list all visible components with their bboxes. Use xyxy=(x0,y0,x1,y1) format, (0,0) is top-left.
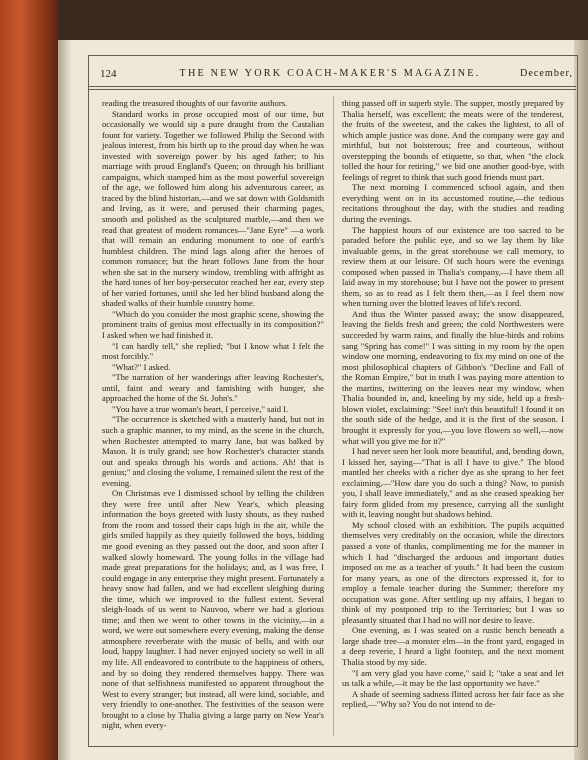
left-column xyxy=(102,98,324,731)
header-rule-double xyxy=(88,89,576,90)
right-column xyxy=(342,98,564,710)
paragraph: The next morning I commenced school again, and then everything went on in its accustomed routine,—the tedious recitations throughout the day, with the studies and reading during the evenings. xyxy=(342,182,564,225)
book-spine xyxy=(0,0,58,760)
paragraph: My school closed with an exhibition. The pupils acquitted themselves very creditably on the occasion, while the directors passed a vote of thanks, complimenting me for the manner in which I had "discharged the arduous and important duties imposed on me as a teacher of youth." It had been the custom for many years, as one of the directors expressed it, for to employ a female teacher during the Summer; therefore my occupation was gone. After settling up my affairs, I began to think of my postponed trip to the Territories; but I was so pleasantly situated that I had no will nor desire to leave. xyxy=(342,519,564,625)
header-rule xyxy=(88,86,576,87)
paragraph: "You have a true woman's heart, I perceive," said I. xyxy=(112,403,289,414)
paragraph: "Which do you consider the most graphic scene, showing the prominent traits of genius most effectually in its composition?" I asked when we had finished it. xyxy=(102,308,324,341)
paragraph: And thus the Winter passed away; the snow disappeared, leaving the fields fresh and green; the cold Northwesters were succeeded by warm rains, and finally the blue-birds and robins sang "Spring has come!" I was sitting in my room by the open window one morning, endeavoring to fix my mind on one of the most philosophical chapters of Gibbon's "Decline and Fall of the Roman Empire," but in truth I was paying more attention to the martins, twittering on the leaves near my window, when Thalia bounded in, and, kneeling by my side, held up a fresh-blown violet, exclaiming: "See! isn't this beautiful! I found it on the south side of the hedge, and it is the first of the season. I brought it expressly for you,—you love flowers so well,—now what will you give me for it?" xyxy=(342,308,564,446)
paragraph: thing passed off in superb style. The supper, mostly prepared by Thalia herself, was excellent; the meats were of the tenderest, the fruits of the sweetest, and the cakes the lightest, to all of which ample justice was done. And the company were gay and mirthful, but not boisterous; free and courteous, without overstepping the bounds of etiquette, so that, when "the clock tolled the hour for retiring," we bid one another good-bye, with feelings of regret to think that such good friends must part. xyxy=(342,98,564,182)
paragraph: The happiest hours of our existence are too sacred to be paraded before the public eye, and so we lay them by like invaluable gems, in the great storehouse we call memory, to review them at our leisure. Of such hours were the evenings composed when passed in Thalia's company,—I have them all laid away in my storehouse; but I have not the power to present them, so as to read as I felt them then,—as I feel them now when turning over the blotted leaves of life's record. xyxy=(342,224,564,309)
page-number: 124 xyxy=(100,68,117,80)
paragraph: "The narration of her wanderings after leaving Rochester's, until, faint and weary and famishing with hunger, she approached the home of the St. John's." xyxy=(102,372,324,404)
paragraph: "I can hardly tell," she replied; "but I know what I felt the most forcibly." xyxy=(102,340,324,362)
running-title: THE NEW YORK COACH-MAKER'S MAGAZINE. xyxy=(179,68,481,79)
column-divider xyxy=(333,96,334,736)
paragraph: "What?" I asked. xyxy=(112,361,171,372)
paragraph: I had never seen her look more beautiful, and, bending down, I kissed her, saying—"That is all I have to give." The blood mantled her cheeks with a richer dye as she sprang to her feet exclaiming,—"How dare you do such a thing? Now, to punish you, I shall leave immediately," and as she ceased speaking her fairy form glided from my presence, carrying all the sunlight with it, leaving nought but shadows behind. xyxy=(342,446,564,520)
paragraph: reading the treasured thoughts of our favorite authors. xyxy=(102,98,288,108)
paragraph: A shade of seeming sadness flitted across her fair face as she replied,—"Why so? You do not intend to de- xyxy=(342,688,564,710)
running-month: December, xyxy=(520,68,573,79)
paragraph: On Christmas eve I dismissed school by telling the children they were free until after New Year's, which pleasing information the boys greeted with lusty shouts, as they rushed from the room and tossed their caps high in the air, while the girls smiled happily as they quietly followed the boys, bidding me good evening as they passed out the door, and soon after I walked slowly homeward. The young folks in the village had made great preparations for the holidays; and, as I was free, I could engage in any enterprise they might present. Fortunately a heavy snow had fallen, and we had excellent sleighing during the time, which we improved to the fullest extent. Several sleigh-loads of us went to Nauvoo, where we had a glorious time; and then we went to other towns in the vicinity,—in a word, we were out somewhere every evening, making the dense atmosphere reverberate with the music of bells, and with our loud, happy laughter. I had never enjoyed society so well in all my life. All endeavored to contribute to the happiness of others, and by so doing they rendered themselves happy. There was none of that selfishness manifested so apparent throughout the West to every stranger; but instead, all were kind, sociable, and very friendly to one-another. The festivities of the season were brought to a close by Thalia giving a large party on New Year's night, when every- xyxy=(102,488,324,731)
paragraph: "The occurrence is sketched with a masterly hand, but not in such a graphic manner, to my mind, as the scene in the church, when Rochester attempted to marry Jane, but was balked by Mason. It is truly grand; see how Rochester's character stands out and speaks through his words and actions. Ah! that is genius;" and closing the volume, I remained silent the rest of the evening. xyxy=(102,414,324,488)
gutter-shadow xyxy=(58,40,72,760)
paragraph: Standard works in prose occupied most of our time, but occasionally we would sip a pure draught from the Castalian fount for variety. Together we followed Philip the Second with jealous interest, from his birth up to the proud day when he was invested with sovereign power by his aged father; to his marriage with proud England's Queen; on through his brilliant campaigns, which stamped him as the most powerful sovereign of the age, we followed him along his adventurous career, as traced by the blind historian,—and we sat down with Goldsmith and Irving, as it were, and perused their charming pages, smooth and polished as the sculptured marble,—and then we read that greatest of modern romances—"Jane Eyre" —a work that will remain an enduring monument to one of earth's humblest children. The mind lags along after the heroes of common romance; but the heart follows Jane from the hour when she sat in the nursery window, trembling with affright as the hard tones of her boy-persecutor reached her ear, every step of her varied fortunes, until she led her blind husband along the shaded walks of their humble country home. xyxy=(102,108,324,309)
paragraph: One evening, as I was seated on a rustic bench beneath a large shade tree—a monster elm—in the front yard, engaged in a deep reverie, I heard a light footstep, and the next moment Thalia stood by my side. xyxy=(342,625,564,667)
paragraph: "I am very glad you have come," said I; "take a seat and let us talk a while,—it may be the last opportunity we have." xyxy=(342,667,564,689)
